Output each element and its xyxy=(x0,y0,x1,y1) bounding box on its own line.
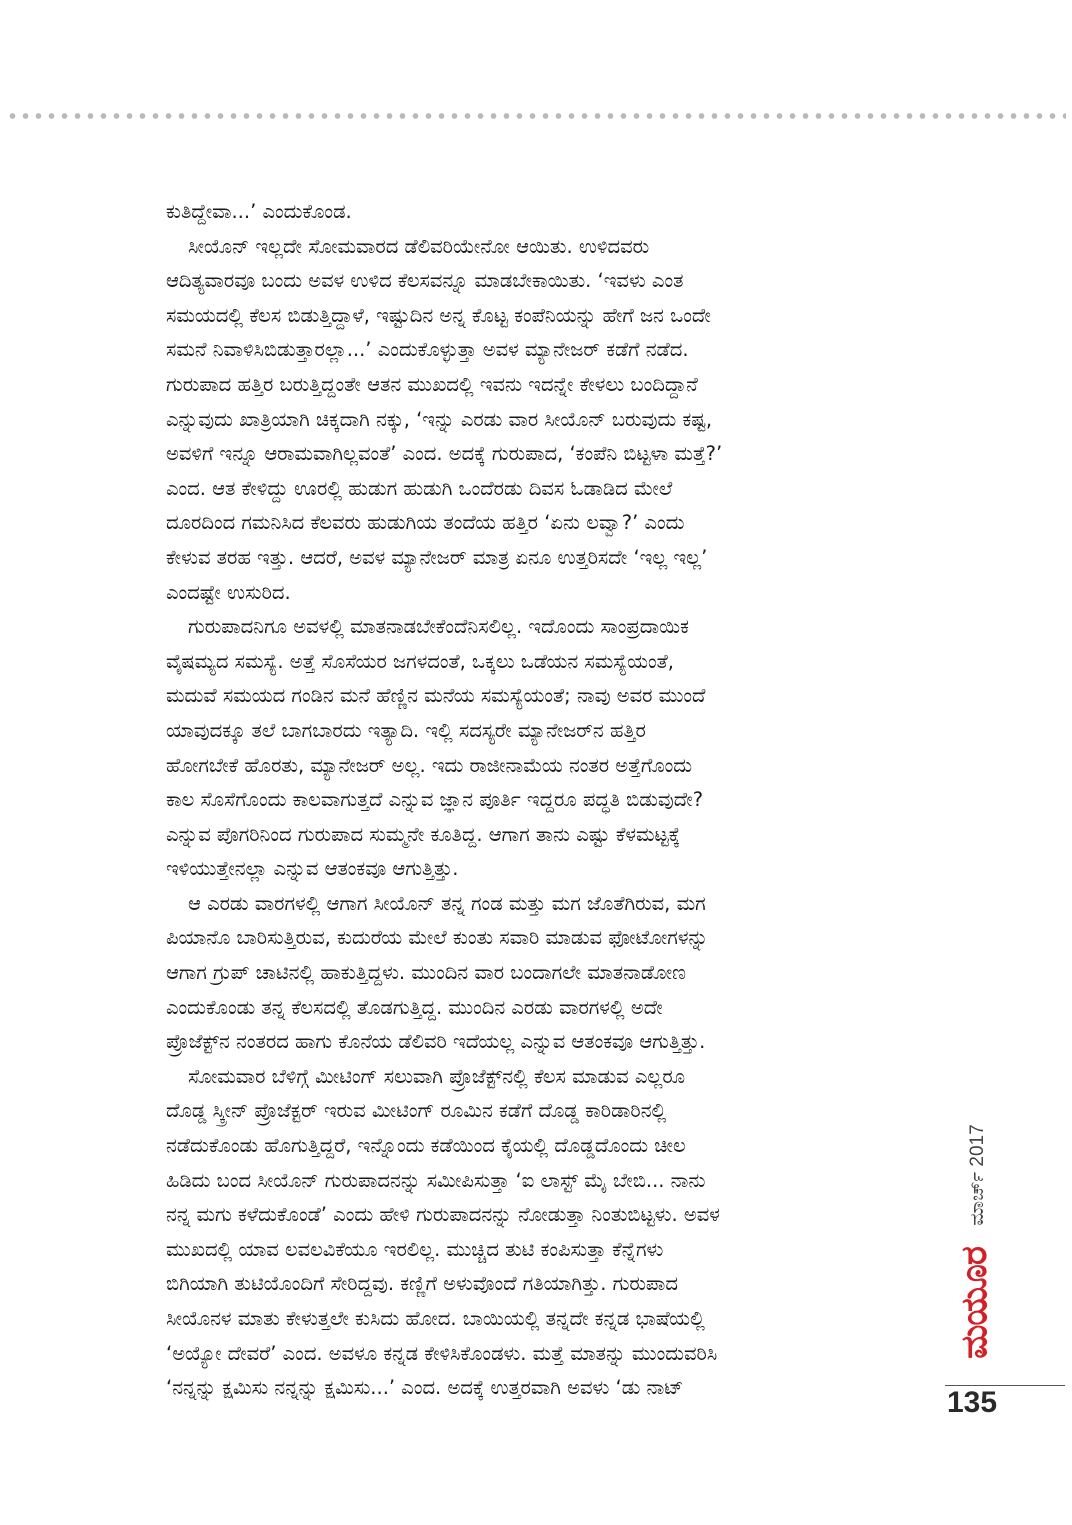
text-line: ಎನ್ನುವುದು ಖಾತ್ರಿಯಾಗಿ ಚಿಕ್ಕದಾಗಿ ನಕ್ಕು, ‘ಇನ್ನು ಎರಡು ವಾರ ಸೀಯೊನ್ ಬರುವುದು ಕಷ್ಟ, xyxy=(166,407,713,431)
text-line: ದೊಡ್ಡ ಸ್ಕ್ರೀನ್ ಪ್ರೊಜೆಕ್ಟರ್ ಇರುವ ಮೀಟಿಂಗ್ ರೂಮಿನ ಕಡೆಗೆ ದೊಡ್ಡ ಕಾರಿಡಾರಿನಲ್ಲಿ xyxy=(166,1099,667,1123)
text-line: ಗುರುಪಾದನಿಗೂ ಅವಳಲ್ಲಿ ಮಾತನಾಡಬೇಕೆಂದೆನಿಸಲಿಲ್ಲ. ಇದೊಂದು ಸಾಂಪ್ರದಾಯಿಕ xyxy=(188,615,689,639)
text-line: ಪಿಯಾನೊ ಬಾರಿಸುತ್ತಿರುವ, ಕುದುರೆಯ ಮೇಲೆ ಕುಂತು ಸವಾರಿ ಮಾಡುವ ಫೋಟೋಗಳನ್ನು xyxy=(166,926,709,950)
text-line: ಸಮನೆ ನಿವಾಳಿಸಿಬಿಡುತ್ತಾರಲ್ಲಾ...’ ಎಂದುಕೊಳ್ಳುತ್ತಾ ಅವಳ ಮ್ಯಾನೇಜರ್ ಕಡೆಗೆ ನಡೆದ. xyxy=(166,338,689,362)
text-line: ಎಂದ. ಆತ ಕೇಳಿದ್ದು ಊರಲ್ಲಿ ಹುಡುಗ ಹುಡುಗಿ ಒಂದೆರಡು ದಿವಸ ಓಡಾಡಿದ ಮೇಲೆ xyxy=(166,476,673,500)
text-line: ಕಾಲ ಸೊಸೆಗೊಂದು ಕಾಲವಾಗುತ್ತದೆ ಎನ್ನುವ ಜ್ಞಾನ ಪೂರ್ತಿ ಇದ್ದರೂ ಪದ್ಧತಿ ಬಿಡುವುದೇ? xyxy=(166,788,704,812)
text-line: ಎಂದಷ್ಟೇ ಉಸುರಿದ. xyxy=(166,580,291,604)
page-number: 135 xyxy=(947,1386,998,1419)
text-line: ಎನ್ನುವ ಪೊಗರಿನಿಂದ ಗುರುಪಾದ ಸುಮ್ಮನೇ ಕೂತಿದ್ದ. ಆಗಾಗ ತಾನು ಎಷ್ಟು ಕೆಳಮಟ್ಟಕ್ಕೆ xyxy=(166,822,681,846)
text-line: ಮದುವೆ ಸಮಯದ ಗಂಡಿನ ಮನೆ ಹೆಣ್ಣಿನ ಮನೆಯ ಸಮಸ್ಯೆಯಂತೆ; ನಾವು ಅವರ ಮುಂದೆ xyxy=(166,684,706,708)
text-line: ವೈಷಮ್ಯದ ಸಮಸ್ಯೆ. ಅತ್ತೆ ಸೊಸೆಯರ ಜಗಳದಂತೆ, ಒಕ್ಕಲು ಒಡೆಯನ ಸಮಸ್ಯೆಯಂತೆ, xyxy=(166,649,674,673)
text-line: ನನ್ನ ಮಗು ಕಳೆದುಕೊಂಡೆ’ ಎಂದು ಹೇಳಿ ಗುರುಪಾದನನ್ನು ನೋಡುತ್ತಾ ನಿಂತುಬಿಟ್ಟಳು. ಅವಳ xyxy=(166,1203,720,1227)
text-line: ಆ ಎರಡು ವಾರಗಳಲ್ಲಿ ಆಗಾಗ ಸೀಯೊನ್ ತನ್ನ ಗಂಡ ಮತ್ತು ಮಗ ಜೊತೆಗಿರುವ, ಮಗ xyxy=(188,891,706,915)
text-line: ‘ಅಯ್ಯೋ ದೇವರೆ’ ಎಂದ. ಅವಳೂ ಕನ್ನಡ ಕೇಳಿಸಿಕೊಂಡಳು. ಮತ್ತೆ ಮಾತನ್ನು ಮುಂದುವರಿಸಿ xyxy=(166,1341,718,1365)
text-line: ಹಿಡಿದು ಬಂದ ಸೀಯೊನ್ ಗುರುಪಾದನನ್ನು ಸಮೀಪಿಸುತ್ತಾ ‘ಐ ಲಾಸ್ಟ್ ಮೈ ಬೇಬಿ... ನಾನು xyxy=(166,1168,706,1192)
text-line: ಯಾವುದಕ್ಕೂ ತಲೆ ಬಾಗಬಾರದು ಇತ್ಯಾದಿ. ಇಲ್ಲಿ ಸದಸ್ಯರೇ ಮ್ಯಾನೇಜರ್‌ನ ಹತ್ತಿರ xyxy=(166,718,646,742)
text-line: ಕೇಳುವ ತರಹ ಇತ್ತು. ಆದರೆ, ಅವಳ ಮ್ಯಾನೇಜರ್ ಮಾತ್ರ ಏನೂ ಉತ್ತರಿಸದೇ ‘ಇಲ್ಲ ಇಲ್ಲ’ xyxy=(166,545,708,569)
text-line: ಹೋಗಬೇಕೆ ಹೊರತು, ಮ್ಯಾನೇಜರ್ ಅಲ್ಲ. ಇದು ರಾಜೀನಾಮೆಯ ನಂತರ ಅತ್ತೆಗೊಂದು xyxy=(166,753,693,777)
dotted-rule xyxy=(6,112,1066,120)
text-line: ಸೀಯೊನಳ ಮಾತು ಕೇಳುತ್ತಲೇ ಕುಸಿದು ಹೋದ. ಬಾಯಿಯಲ್ಲಿ ತನ್ನದೇ ಕನ್ನಡ ಭಾಷೆಯಲ್ಲಿ xyxy=(166,1307,705,1330)
magazine-logo: ಮಯೂರ xyxy=(954,1247,995,1359)
text-line: ಸಮಯದಲ್ಲಿ ಕೆಲಸ ಬಿಡುತ್ತಿದ್ದಾಳೆ, ಇಷ್ಟುದಿನ ಅನ್ನ ಕೊಟ್ಟ ಕಂಪೆನಿಯನ್ನು ಹೇಗೆ ಜನ ಒಂದೇ xyxy=(166,303,711,327)
text-line: ಸೋಮವಾರ ಬೆಳಿಗ್ಗೆ ಮೀಟಿಂಗ್ ಸಲುವಾಗಿ ಪ್ರೊಜೆಕ್ಟ್‌ನಲ್ಲಿ ಕೆಲಸ ಮಾಡುವ ಎಲ್ಲರೂ xyxy=(188,1064,686,1088)
text-line: ಆದಿತ್ಯವಾರವೂ ಬಂದು ಅವಳ ಉಳಿದ ಕೆಲಸವನ್ನೂ ಮಾಡಬೇಕಾಯಿತು. ‘ಇವಳು ಎಂತ xyxy=(166,269,684,293)
text-line: ‘ನನ್ನನ್ನು ಕ್ಷಮಿಸು ನನ್ನನ್ನು ಕ್ಷಮಿಸು...’ ಎಂದ. ಅದಕ್ಕೆ ಉತ್ತರವಾಗಿ ಅವಳು ‘ಡು ನಾಟ್ xyxy=(166,1376,684,1400)
text-line: ನಡೆದುಕೊಂಡು ಹೊಗುತ್ತಿದ್ದರೆ, ಇನ್ನೊಂದು ಕಡೆಯಿಂದ ಕೈಯಲ್ಲಿ ದೊಡ್ಡದೊಂದು ಚೀಲ xyxy=(166,1134,686,1158)
issue-date: ಮಾರ್ಚ್ 2017 xyxy=(967,1124,988,1226)
text-line: ಸೀಯೊನ್ ಇಲ್ಲದೇ ಸೋಮವಾರದ ಡೆಲಿವರಿಯೇನೋ ಆಯಿತು. ಉಳಿದವರು xyxy=(188,234,650,258)
text-line: ಮುಖದಲ್ಲಿ ಯಾವ ಲವಲವಿಕೆಯೂ ಇರಲಿಲ್ಲ. ಮುಚ್ಚಿದ ತುಟಿ ಕಂಪಿಸುತ್ತಾ ಕೆನ್ನೆಗಳು xyxy=(166,1237,664,1261)
text-line: ಬಿಗಿಯಾಗಿ ತುಟಿಯೊಂದಿಗೆ ಸೇರಿದ್ದವು. ಕಣ್ಣಿಗೆ ಅಳುವೊಂದೆ ಗತಿಯಾಗಿತ್ತು. ಗುರುಪಾದ xyxy=(166,1272,678,1296)
text-line: ಅವಳಿಗೆ ಇನ್ನೂ ಆರಾಮವಾಗಿಲ್ಲವಂತೆ’ ಎಂದ. ಅದಕ್ಕೆ ಗುರುಪಾದ, ‘ಕಂಪೆನಿ ಬಿಟ್ಟಳಾ ಮತ್ತೆ?’ xyxy=(166,442,723,466)
text-line: ದೂರದಿಂದ ಗಮನಿಸಿದ ಕೆಲವರು ಹುಡುಗಿಯ ತಂದೆಯ ಹತ್ತಿರ ‘ಏನು ಲವ್ವಾ?’ ಎಂದು xyxy=(166,511,685,535)
text-line: ಆಗಾಗ ಗ್ರುಪ್ ಚಾಟಿನಲ್ಲಿ ಹಾಕುತ್ತಿದ್ದಳು. ಮುಂದಿನ ವಾರ ಬಂದಾಗಲೇ ಮಾತನಾಡೋಣ xyxy=(166,961,686,985)
text-line: ಇಳಿಯುತ್ತೇನಲ್ಲಾ ಎನ್ನುವ ಆತಂಕವೂ ಆಗುತ್ತಿತ್ತು. xyxy=(166,857,459,881)
text-line: ಗುರುಪಾದ ಹತ್ತಿರ ಬರುತ್ತಿದ್ದಂತೇ ಆತನ ಮುಖದಲ್ಲಿ ಇವನು ಇದನ್ನೇ ಕೇಳಲು ಬಂದಿದ್ದಾನೆ xyxy=(166,372,698,396)
text-line: ಎಂದುಕೊಂಡು ತನ್ನ ಕೆಲಸದಲ್ಲಿ ತೊಡಗುತ್ತಿದ್ದ. ಮುಂದಿನ ಎರಡು ವಾರಗಳಲ್ಲಿ ಅದೇ xyxy=(166,995,663,1019)
text-line: ಕುತಿದ್ದೇವಾ...’ ಎಂದುಕೊಂಡ. xyxy=(166,200,352,223)
text-line: ಪ್ರೊಜೆಕ್ಟ್‌ನ ನಂತರದ ಹಾಗು ಕೊನೆಯ ಡೆಲಿವರಿ ಇದೆಯಲ್ಲ ಎನ್ನುವ ಆತಂಕವೂ ಆಗುತ್ತಿತ್ತು. xyxy=(166,1030,706,1054)
article-body xyxy=(166,195,911,1406)
